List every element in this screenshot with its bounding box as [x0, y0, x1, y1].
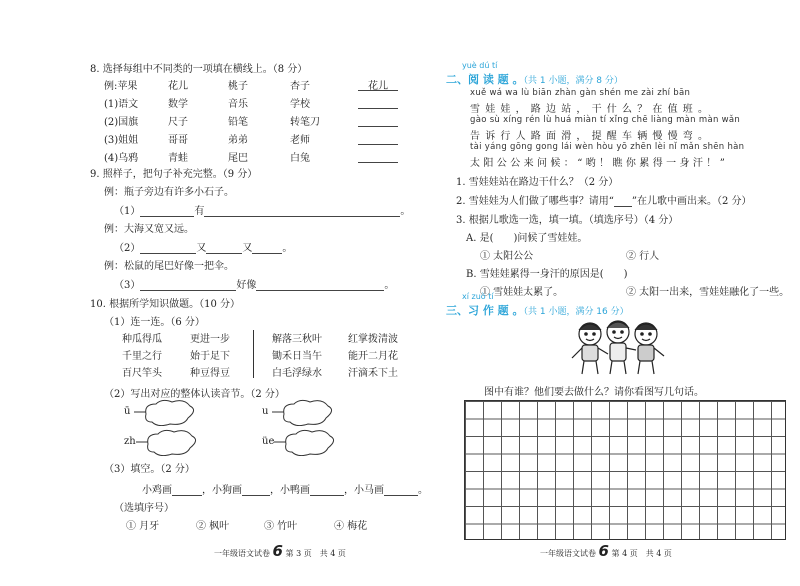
- syllable-zh: zh: [124, 436, 136, 447]
- q8-option: 学校: [290, 99, 310, 110]
- fill-puppy: ，小狗画: [202, 485, 242, 496]
- reading-q3: 3. 根据儿歌选一选，填一填。（填选序号）（4 分）: [456, 215, 679, 226]
- reading-q3b: [466, 265, 628, 280]
- q8-option: 音乐: [228, 99, 248, 110]
- q9-s1-end: 。: [400, 206, 411, 217]
- q8-option: 杏子: [290, 81, 310, 92]
- q3a-pre: A. 是(: [466, 233, 494, 244]
- idiom-item[interactable]: 锄禾日当午: [272, 351, 322, 362]
- q3b-option-1: ① 雪娃娃太累了。: [480, 287, 564, 298]
- q10-title: 10. 根据所学知识做题。（10 分）: [90, 299, 240, 310]
- idiom-item[interactable]: 红掌拨清波: [348, 334, 398, 345]
- cloud-answer-box[interactable]: [272, 428, 338, 456]
- q9-s1-num: （1）: [114, 206, 141, 217]
- footer-page: 第 3 页 共 4 页: [285, 549, 346, 558]
- fill-blank[interactable]: [384, 495, 418, 496]
- q9-sentence-1: [114, 202, 410, 217]
- q9-s2-word-1: 又: [196, 243, 207, 254]
- q3b-option-2: ② 太阳一出来，雪娃娃融化了一些。: [626, 287, 790, 298]
- poem-line-1: 雪娃娃，路边站，干什么？在值班。: [470, 104, 714, 115]
- idiom-item[interactable]: 解落三秋叶: [272, 334, 322, 345]
- q8-option: 花儿: [168, 81, 188, 92]
- fill-blank-line: [142, 481, 428, 496]
- q8-row-label: (2)国旗: [104, 117, 139, 128]
- cloud-answer-box[interactable]: [134, 428, 200, 456]
- q9-s2-blank-1[interactable]: [140, 253, 196, 254]
- matching-divider: [253, 330, 254, 378]
- q9-s3-blank-1[interactable]: [140, 290, 236, 291]
- q9-s2-num: （2）: [114, 243, 141, 254]
- footer-page: 第 4 页 共 4 页: [611, 549, 672, 558]
- q8-option: 转笔刀: [290, 117, 320, 128]
- writing-grid[interactable]: [464, 400, 786, 540]
- q8-answer-blank[interactable]: [358, 113, 398, 127]
- idiom-item[interactable]: 百尺竿头: [122, 368, 162, 379]
- footer-title: 一年级语文试卷: [214, 549, 270, 558]
- fill-hint: （选填序号）: [114, 503, 174, 514]
- q8-option: 桃子: [228, 81, 248, 92]
- q8-option: 数学: [168, 99, 188, 110]
- q8-row-label: (1)语文: [104, 99, 139, 110]
- q9-example-3: 例：松鼠的尾巴好像一把伞。: [104, 261, 234, 272]
- fill-blank[interactable]: [172, 495, 202, 496]
- q8-option: 白兔: [290, 153, 310, 164]
- q8-option: 青蛙: [168, 153, 188, 164]
- q3a-post: )问候了雪娃娃。: [513, 233, 588, 244]
- option-2: ② 枫叶: [196, 521, 230, 532]
- q9-s2-blank-2[interactable]: [206, 253, 242, 254]
- syllable-ue: üe: [262, 436, 275, 447]
- q8-option: 尾巴: [228, 153, 248, 164]
- idiom-item[interactable]: 白毛浮绿水: [272, 368, 322, 379]
- q9-s1-blank-2[interactable]: [204, 216, 400, 217]
- idiom-item[interactable]: 种豆得豆: [190, 368, 230, 379]
- q8-option: 哥哥: [168, 135, 188, 146]
- q3a-option-1: ① 太阳公公: [480, 251, 534, 262]
- q9-s3-num: （3）: [114, 280, 141, 291]
- fill-blank[interactable]: [310, 495, 344, 496]
- q10-part1: （1）连一连。（6 分）: [104, 317, 205, 328]
- q9-example-2: 例：大海又宽又远。: [104, 224, 194, 235]
- q8-row-label: (3)姐姐: [104, 135, 139, 146]
- footer-title: 一年级语文试卷: [540, 549, 596, 558]
- q3b-pre: B. 雪娃娃累得一身汗的原因是(: [466, 269, 604, 280]
- writing-prompt: 图中有谁？他们要去做什么？请你看图写几句话。: [484, 387, 704, 398]
- sec2-note: （共 1 小题，满分 8 分）: [523, 76, 623, 86]
- q9-title: 9. 照样子，把句子补充完整。（9 分）: [90, 169, 258, 180]
- q9-example-1: 例：瓶子旁边有许多小石子。: [104, 187, 234, 198]
- sec2-pinyin: yuè dú tí: [462, 61, 498, 70]
- q8-option: 尺子: [168, 117, 188, 128]
- fill-chick: 小鸡画: [142, 485, 172, 496]
- reading-q2-pre: 2. 雪娃娃为人们做了哪些事？请用“: [456, 196, 614, 207]
- reading-q2-post: ”在儿歌中画出来。（2 分）: [631, 196, 752, 207]
- footer-number: 6: [598, 542, 609, 560]
- sec2-header: [446, 71, 623, 87]
- cloud-answer-box[interactable]: [132, 398, 198, 426]
- idiom-item[interactable]: 能开二月花: [348, 351, 398, 362]
- syllable-u: u: [262, 406, 269, 417]
- q9-sentence-3: [114, 276, 394, 291]
- q9-s2-end: 。: [282, 243, 293, 254]
- poem-line-3: 太阳公公来问候：“哟！瞧你累得一身汗！”: [470, 158, 729, 169]
- sec3-note: （共 1 小题，满分 16 分）: [523, 307, 629, 317]
- q9-s3-word: 好像: [236, 280, 257, 291]
- sec2-title: 二、阅 读 题 。: [446, 73, 524, 86]
- q8-answer-blank[interactable]: 花儿: [358, 77, 398, 91]
- q8-row-label: 例:苹果: [104, 81, 138, 92]
- idiom-item[interactable]: 更进一步: [190, 334, 230, 345]
- q8-option: 铅笔: [228, 117, 248, 128]
- q9-s3-blank-2[interactable]: [256, 290, 384, 291]
- syllable-u-macron: ū: [124, 406, 131, 417]
- reading-q1: 1. 雪娃娃站在路边干什么？（2 分）: [456, 177, 619, 188]
- q8-answer-blank[interactable]: [358, 95, 398, 109]
- q8-option: 老师: [290, 135, 310, 146]
- poem-pinyin-2: gào sù xíng rén lù huá miàn tí xǐng chē liàng màn màn wǎn: [470, 115, 741, 125]
- q9-s1-blank-1[interactable]: [140, 216, 194, 217]
- cloud-answer-box[interactable]: [270, 398, 336, 426]
- q8-option: 弟弟: [228, 135, 248, 146]
- sec3-pinyin: xí zuò tí: [462, 292, 494, 301]
- q8-answer-blank[interactable]: [358, 149, 398, 163]
- idiom-item[interactable]: 千里之行: [122, 351, 162, 362]
- option-4: ④ 梅花: [334, 521, 368, 532]
- footer-number: 6: [272, 542, 283, 560]
- q9-s2-blank-3[interactable]: [252, 253, 282, 254]
- q3b-post: ): [623, 269, 628, 280]
- fill-duck: ，小鸭画: [270, 485, 310, 496]
- idiom-item[interactable]: 始于足下: [190, 351, 230, 362]
- q9-s2-word-2: 又: [242, 243, 253, 254]
- q8-row-label: (4)乌鸦: [104, 153, 139, 164]
- idiom-item[interactable]: 汗滴禾下土: [348, 368, 398, 379]
- q9-sentence-2: [114, 239, 292, 254]
- idiom-item[interactable]: 种瓜得瓜: [122, 334, 162, 345]
- fill-blank[interactable]: [242, 495, 270, 496]
- q9-s1-word: 有: [194, 206, 205, 217]
- right-footer: [540, 542, 672, 560]
- option-1: ① 月牙: [126, 521, 160, 532]
- left-footer: [214, 542, 346, 560]
- q8-title: 8. 选择每组中不同类的一项填在横线上。（8 分）: [90, 64, 308, 75]
- children-illustration: [560, 318, 672, 376]
- reading-q2: [456, 192, 752, 207]
- reading-q3a: [466, 229, 587, 244]
- fill-horse: ，小马画: [344, 485, 384, 496]
- q3a-option-2: ② 行人: [626, 251, 660, 262]
- poem-pinyin-1: xuě wá wa lù biān zhàn gàn shén me zài zhí bān: [470, 88, 691, 98]
- q8-answer-blank[interactable]: [358, 131, 398, 145]
- sec3-header: [446, 302, 629, 318]
- q10-part3: （3）填空。（2 分）: [104, 464, 195, 475]
- poem-line-2: 告诉行人路面滑，提醒车辆慢慢弯。: [470, 131, 714, 142]
- fill-end: 。: [418, 485, 428, 496]
- underline-mark: [614, 206, 632, 207]
- q10-part2: （2）写出对应的整体认读音节。（2 分）: [104, 389, 285, 400]
- sec3-title: 三、习 作 题 。: [446, 304, 524, 317]
- poem-pinyin-3: tài yáng gōng gong lái wèn hòu yō zhēn lèi nǐ mǎn shēn hàn: [470, 142, 745, 152]
- option-3: ③ 竹叶: [264, 521, 298, 532]
- q9-s3-end: 。: [384, 280, 395, 291]
